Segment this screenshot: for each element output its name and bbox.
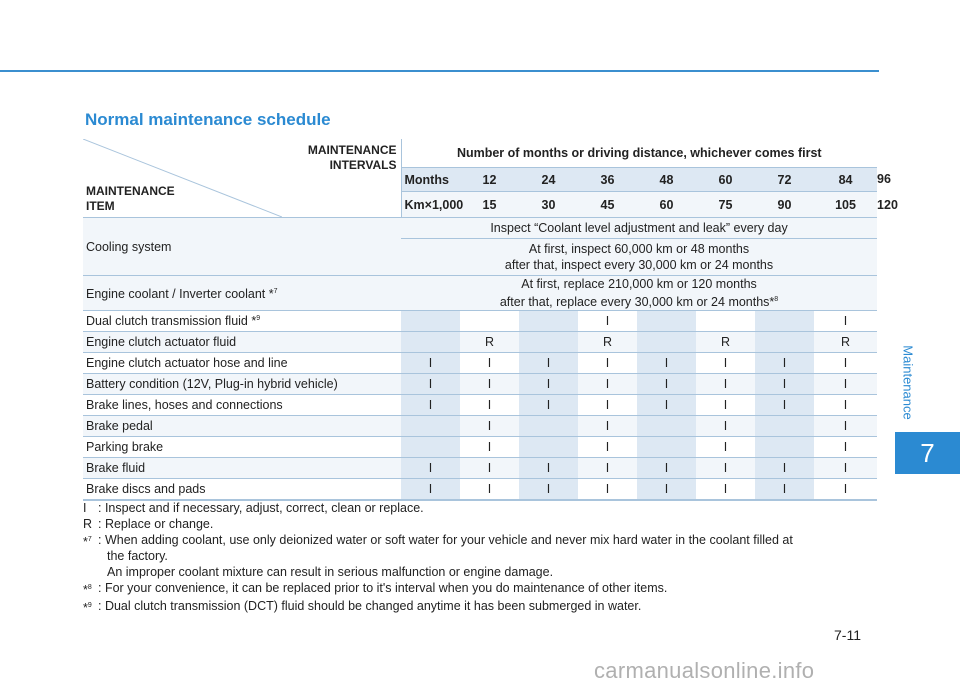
row-item: Brake lines, hoses and connections (83, 395, 401, 416)
row-item: Brake discs and pads (83, 479, 401, 501)
maintenance-schedule-table (83, 139, 898, 501)
corner-header-cell (83, 139, 401, 218)
schedule-cell (460, 311, 519, 332)
footnotes (83, 500, 883, 616)
table-row (83, 374, 877, 395)
schedule-cell: R (696, 332, 755, 353)
schedule-cell: R (578, 332, 637, 353)
schedule-cell: I (637, 353, 696, 374)
schedule-cell (401, 311, 460, 332)
schedule-cell: I (519, 458, 578, 479)
schedule-cell (519, 332, 578, 353)
table-row (83, 416, 877, 437)
schedule-cell: I (401, 374, 460, 395)
schedule-cell (519, 416, 578, 437)
schedule-cell: I (814, 374, 877, 395)
side-tab-label (888, 342, 928, 422)
km-cell: 75 (696, 192, 755, 218)
table-row (83, 395, 877, 416)
engine-coolant-row (83, 276, 877, 311)
months-label: Months (401, 168, 460, 192)
table-row (83, 458, 877, 479)
schedule-cell: I (814, 416, 877, 437)
schedule-cell: I (696, 374, 755, 395)
schedule-cell: I (401, 458, 460, 479)
schedule-cell: I (696, 353, 755, 374)
km-cell: 105 (814, 192, 877, 218)
schedule-cell: I (755, 374, 814, 395)
schedule-cell (519, 311, 578, 332)
schedule-cell (401, 416, 460, 437)
schedule-cell: I (519, 353, 578, 374)
km-label: Km×1,000 (401, 192, 460, 218)
table-row (83, 332, 877, 353)
schedule-cell: I (460, 437, 519, 458)
schedule-cell (755, 332, 814, 353)
footnote-8: *$^8$ : For your convenience, it can be replaced prior to it's interval when you do maintenance of other items. (83, 581, 668, 598)
schedule-cell: I (696, 437, 755, 458)
schedule-cell: I (519, 374, 578, 395)
side-tab-text: Maintenance (900, 344, 916, 420)
schedule-cell: I (460, 479, 519, 501)
top-rule (0, 70, 879, 72)
page-number: 7-11 (834, 627, 861, 643)
row-item: Engine clutch actuator fluid (83, 332, 401, 353)
km-cell: 90 (755, 192, 814, 218)
km-cell: 60 (637, 192, 696, 218)
section-title: Normal maintenance schedule (85, 110, 331, 129)
row-item: Brake fluid (83, 458, 401, 479)
schedule-cell: I (696, 479, 755, 501)
engine-coolant-note: At first, replace 210,000 km or 120 months after that, replace every 30,000 km or 24 months*$^8$ (401, 276, 877, 311)
cooling-system-note-daily: Inspect “Coolant level adjustment and leak” every day (401, 218, 877, 239)
schedule-cell: I (814, 353, 877, 374)
schedule-cell (519, 437, 578, 458)
schedule-cell: I (519, 395, 578, 416)
schedule-cell: I (578, 437, 637, 458)
schedule-cell (401, 437, 460, 458)
schedule-cell: I (755, 353, 814, 374)
footnote-9: *$^9$ : Dual clutch transmission (DCT) fluid should be changed anytime it has been submerged in water. (83, 599, 642, 616)
schedule-cell: I (401, 479, 460, 501)
schedule-cell: I (637, 458, 696, 479)
schedule-cell (637, 416, 696, 437)
schedule-cell (637, 332, 696, 353)
row-item: Engine clutch actuator hose and line (83, 353, 401, 374)
km-row: Km×1,000 15 30 45 60 75 90 105 120 (83, 192, 877, 218)
row-item: Parking brake (83, 437, 401, 458)
schedule-cell: I (814, 311, 877, 332)
schedule-cell: I (696, 458, 755, 479)
engine-coolant-item: Engine coolant / Inverter coolant *$^7$ (83, 276, 401, 311)
schedule-cell: I (578, 416, 637, 437)
cooling-system-note-interval: At first, inspect 60,000 km or 48 months after that, inspect every 30,000 km or 24 months (401, 239, 877, 276)
schedule-cell: I (637, 479, 696, 501)
schedule-cell: I (814, 437, 877, 458)
schedule-cell: I (755, 458, 814, 479)
month-cell: 12 (460, 168, 519, 192)
schedule-cell: I (814, 395, 877, 416)
schedule-cell (696, 311, 755, 332)
table-header-row (83, 139, 877, 168)
schedule-cell: I (755, 479, 814, 501)
schedule-cell: I (519, 479, 578, 501)
month-cell: 48 (637, 168, 696, 192)
schedule-cell: I (460, 395, 519, 416)
month-cell: 84 (814, 168, 877, 192)
month-cell: 36 (578, 168, 637, 192)
footnote-replace: R : Replace or change. (83, 517, 214, 531)
schedule-cell: I (401, 353, 460, 374)
schedule-cell (637, 437, 696, 458)
row-item: Brake pedal (83, 416, 401, 437)
cooling-system-row (83, 218, 877, 239)
month-cell: 24 (519, 168, 578, 192)
chapter-number: 7 (895, 432, 960, 474)
months-row: Months 12 24 36 48 60 72 84 96 (83, 168, 877, 192)
cooling-system-item: Cooling system (83, 218, 401, 276)
schedule-cell: R (814, 332, 877, 353)
table-row (83, 437, 877, 458)
schedule-cell: I (460, 353, 519, 374)
schedule-cell: I (578, 374, 637, 395)
table-row (83, 353, 877, 374)
km-cell: 15 (460, 192, 519, 218)
schedule-cell: I (578, 479, 637, 501)
schedule-cell: R (460, 332, 519, 353)
schedule-cell: I (460, 374, 519, 395)
schedule-cell (755, 437, 814, 458)
schedule-cell: I (578, 353, 637, 374)
schedule-cell (401, 332, 460, 353)
corner-item-label: MAINTENANCE ITEM (86, 184, 175, 213)
schedule-cell: I (696, 416, 755, 437)
schedule-cell: I (696, 395, 755, 416)
row-item: Dual clutch transmission fluid *$^9$ (83, 311, 401, 332)
schedule-cell: I (814, 479, 877, 501)
corner-intervals-label: MAINTENANCE INTERVALS (307, 143, 397, 172)
table-row (83, 311, 877, 332)
watermark: carmanualsonline.info (594, 658, 815, 683)
schedule-cell (637, 311, 696, 332)
schedule-cell: I (401, 395, 460, 416)
schedule-cell: I (578, 395, 637, 416)
schedule-cell: I (578, 311, 637, 332)
schedule-cell: I (637, 395, 696, 416)
schedule-cell: I (755, 395, 814, 416)
header-span-cell: Number of months or driving distance, whichever comes first (401, 139, 877, 168)
table-row (83, 479, 877, 501)
schedule-cell (755, 416, 814, 437)
footnote-7: *$^7$ : When adding coolant, use only deionized water or soft water for your vehicle and never mix hard water in the coolant filled at the factory. An improper coolant mixture can result in serious malfunction or engine damage. (83, 533, 793, 579)
schedule-cell (755, 311, 814, 332)
schedule-cell: I (578, 458, 637, 479)
schedule-cell: I (460, 458, 519, 479)
row-item: Battery condition (12V, Plug-in hybrid vehicle) (83, 374, 401, 395)
month-cell: 72 (755, 168, 814, 192)
schedule-cell: I (460, 416, 519, 437)
footnote-inspect: I : Inspect and if necessary, adjust, correct, clean or replace. (83, 501, 424, 515)
schedule-cell: I (637, 374, 696, 395)
km-cell: 30 (519, 192, 578, 218)
km-cell: 45 (578, 192, 637, 218)
schedule-cell: I (814, 458, 877, 479)
month-cell: 60 (696, 168, 755, 192)
